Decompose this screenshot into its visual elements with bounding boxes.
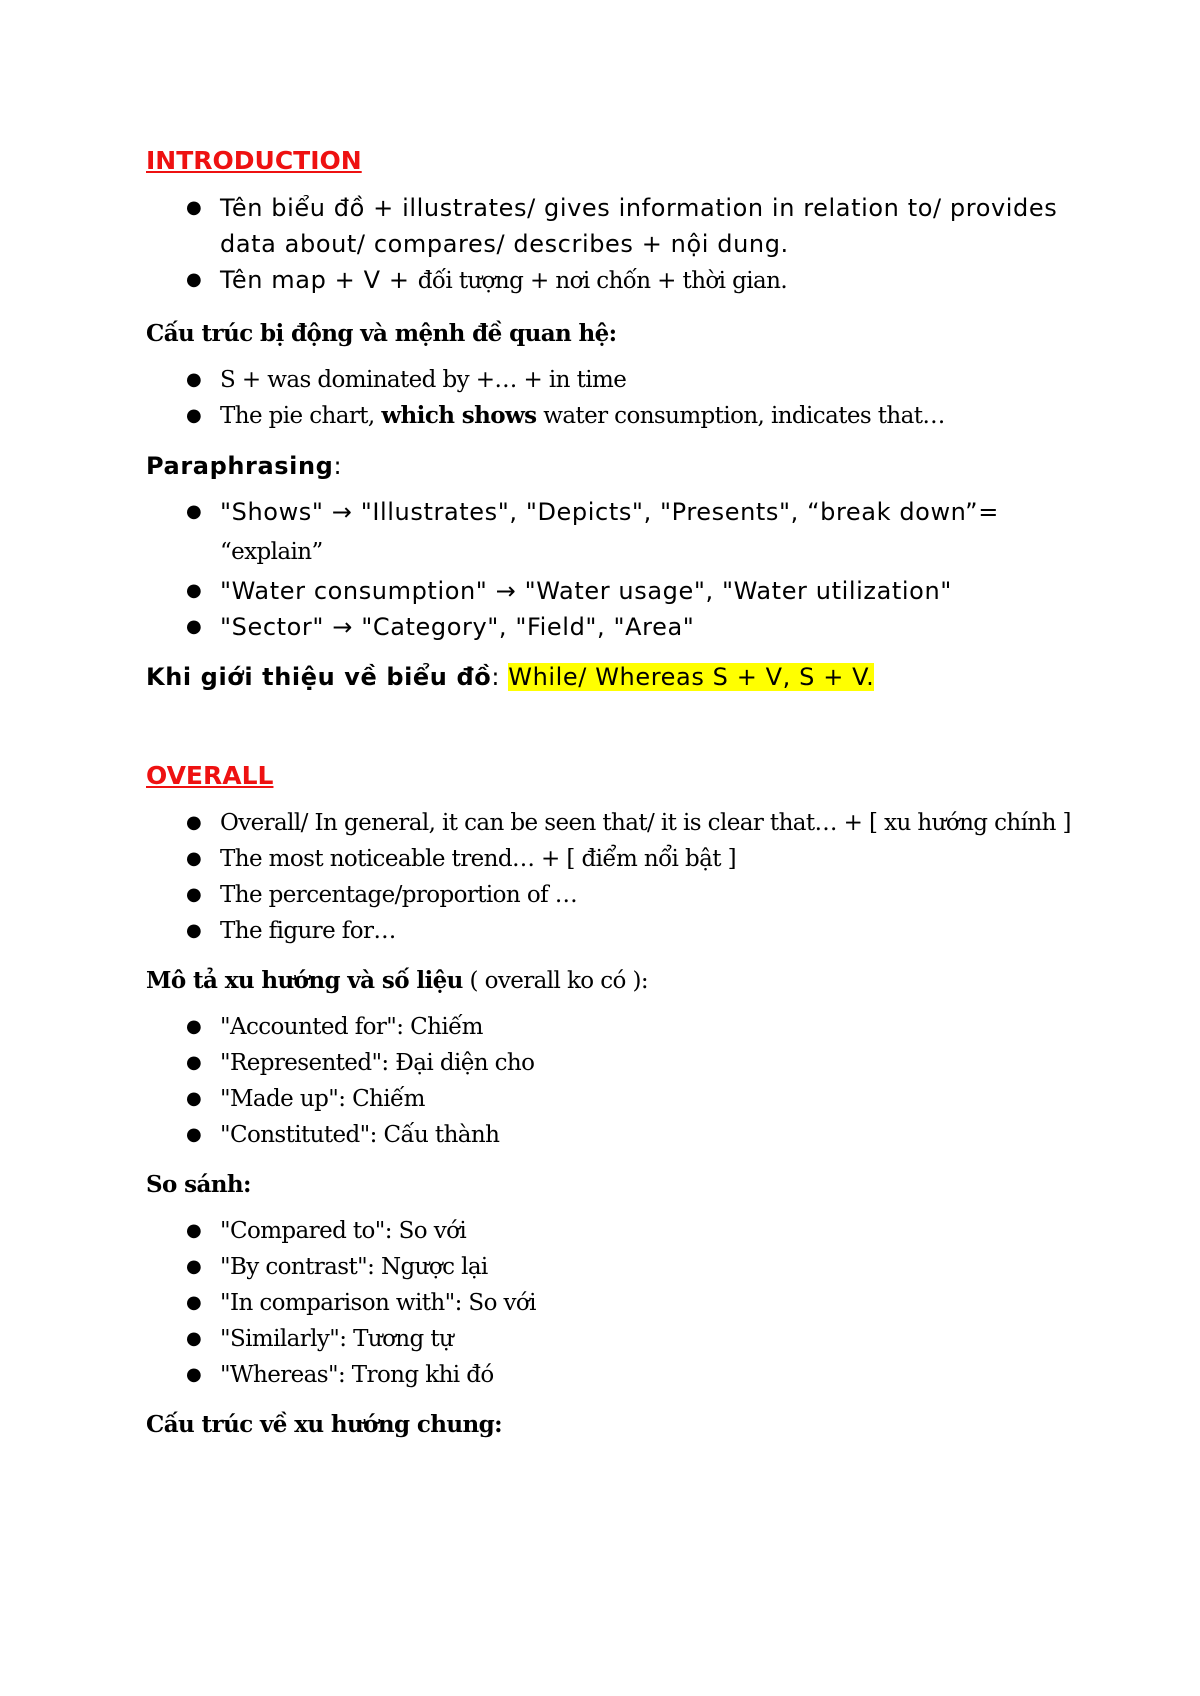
list-item: ● Overall/ In general, it can be seen that/ it is clear that… + [ xu hướng chính ] <box>146 805 1096 841</box>
bullet-icon: ● <box>186 920 202 941</box>
bullet-icon: ● <box>186 1124 202 1145</box>
bullet-icon: ● <box>186 197 203 218</box>
paraphrasing-list <box>146 494 1096 645</box>
list-item: ● "Compared to": So với <box>146 1213 1096 1249</box>
bullet-icon: ● <box>186 1292 202 1313</box>
list-item: ● "By contrast": Ngược lại <box>146 1249 1096 1285</box>
general-trend-heading: Cấu trúc về xu hướng chung: <box>146 1411 503 1438</box>
list-item: ● "In comparison with": So với <box>146 1285 1096 1321</box>
bullet-icon: ● <box>186 580 203 601</box>
bullet-icon: ● <box>186 1088 202 1109</box>
intro-heading: Khi giới thiệu về biểu đồ: While/ Whereas S + V, S + V. <box>146 663 875 691</box>
list-item: ● The figure for… <box>146 913 1096 949</box>
paraphrasing-heading: Paraphrasing: <box>146 452 343 480</box>
trend-heading: Mô tả xu hướng và số liệu ( overall ko có ): <box>146 967 649 994</box>
bullet-icon: ● <box>186 1256 202 1277</box>
bullet-icon: ● <box>186 616 203 637</box>
overall-title: OVERALL <box>146 761 274 790</box>
highlighted-text: While/ Whereas S + V, S + V. <box>508 663 875 691</box>
introduction-list <box>146 190 1096 302</box>
list-item: ● "Similarly": Tương tự <box>146 1321 1096 1357</box>
bullet-icon: ● <box>186 1052 202 1073</box>
compare-heading: So sánh: <box>146 1171 251 1198</box>
list-item: ● "Sector" → "Category", "Field", "Area" <box>146 609 1096 645</box>
bullet-icon: ● <box>186 369 202 390</box>
list-item: ● "Made up": Chiếm <box>146 1081 1096 1117</box>
passive-list <box>146 362 1096 434</box>
passive-heading: Cấu trúc bị động và mệnh đề quan hệ: <box>146 320 617 347</box>
list-item: ● The pie chart, which shows water consumption, indicates that… <box>146 398 1096 434</box>
bullet-icon: ● <box>186 1016 202 1037</box>
bullet-icon: ● <box>186 501 202 522</box>
bullet-icon: ● <box>186 1220 202 1241</box>
list-item: ● "Constituted": Cấu thành <box>146 1117 1096 1153</box>
compare-list <box>146 1213 1096 1393</box>
bullet-icon: ● <box>186 884 202 905</box>
bullet-icon: ● <box>186 269 202 290</box>
list-item: ● Tên map + V + đối tượng + nơi chốn + thời gian. <box>146 262 1096 302</box>
list-item: ● "Shows" → "Illustrates", "Depicts", "Presents", “break down”= “explain” <box>146 494 1096 573</box>
bullet-icon: ● <box>186 1364 202 1385</box>
list-item: ● "Accounted for": Chiếm <box>146 1009 1096 1045</box>
bullet-icon: ● <box>186 1328 202 1349</box>
overall-list <box>146 805 1096 949</box>
bullet-icon: ● <box>186 812 202 833</box>
list-item: ● "Water consumption" → "Water usage", "Water utilization" <box>146 573 1096 609</box>
document-page <box>146 140 1096 1453</box>
bullet-icon: ● <box>186 405 202 426</box>
trend-list <box>146 1009 1096 1153</box>
list-item: ● The most noticeable trend… + [ điểm nổi bật ] <box>146 841 1096 877</box>
list-item: ● "Whereas": Trong khi đó <box>146 1357 1096 1393</box>
list-item: ● S + was dominated by +… + in time <box>146 362 1096 398</box>
introduction-title: INTRODUCTION <box>146 146 362 175</box>
bullet-icon: ● <box>186 848 202 869</box>
list-item: ● "Represented": Đại diện cho <box>146 1045 1096 1081</box>
list-item: ● Tên biểu đồ + illustrates/ gives information in relation to/ provides data about/ compares/ describes + nội dung. <box>146 190 1096 262</box>
list-item: ● The percentage/proportion of … <box>146 877 1096 913</box>
